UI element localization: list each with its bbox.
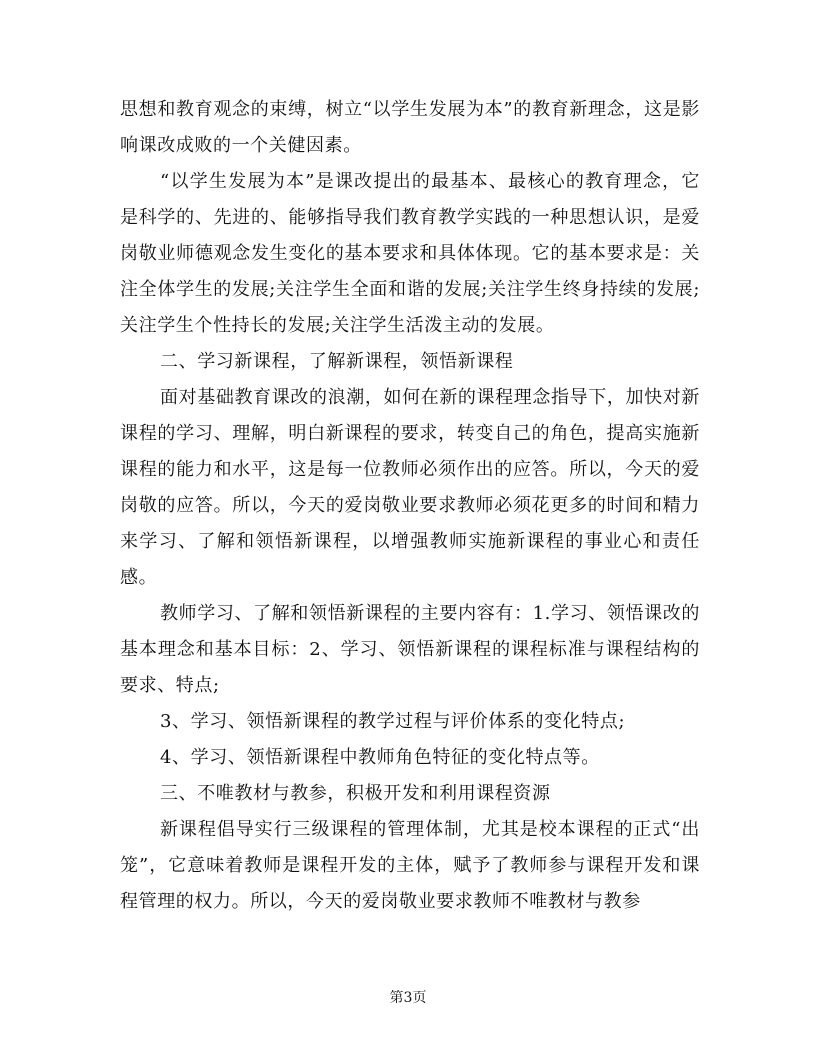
page-number: 第3页 [389,990,427,1006]
section-heading-2: 二、学习新课程，了解新课程，领悟新课程 [160,351,514,372]
paragraph-5: 新课程倡导实行三级课程的管理体制，尤其是校本课程的正式“出笼”，它意味着教师是课程开发的主体，赋予了教师参与课程开发和课程管理的权力。所以，今天的爱岗敬业要求教师不唯教材与教参 [120,819,700,912]
list-item-4: 4、学习、领悟新课程中教师角色特征的变化特点等。 [160,747,600,768]
paragraph-2: “以学生发展为本”是课改提出的最基本、最核心的教育理念，它是科学的、先进的、能够指导我们教育教学实践的一种思想认识，是爱岗敬业师德观念发生变化的基本要求和具体体现。它的基本要求是：关注全体学生的发展;关注学生全面和谐的发展;关注学生终身持续的发展;关注学生个性持长的发展;关注学生活泼主动的发展。 [120,171,700,336]
paragraph-1: 思想和教育观念的束缚，树立“以学生发展为本”的教育新理念，这是影响课改成败的一个关健因素。 [120,99,700,156]
document-body [120,92,700,920]
paragraph-4: 教师学习、了解和领悟新课程的主要内容有：1.学习、领悟课改的基本理念和基本目标：2、学习、领悟新课程的课程标准与课程结构的要求、特点; [120,603,700,696]
paragraph-3: 面对基础教育课改的浪潮，如何在新的课程理念指导下，加快对新课程的学习、理解，明白新课程的要求，转变自己的角色，提高实施新课程的能力和水平，这是每一位教师必须作出的应答。所以，今天的爱岗敬的应答。所以，今天的爱岗敬业要求教师必须花更多的时间和精力来学习、了解和领悟新课程，以增强教师实施新课程的事业心和责任感。 [120,387,700,588]
list-item-3: 3、学习、领悟新课程的教学过程与评价体系的变化特点; [160,711,626,732]
section-heading-3: 三、不唯教材与教参，积极开发和利用课程资源 [160,783,551,804]
